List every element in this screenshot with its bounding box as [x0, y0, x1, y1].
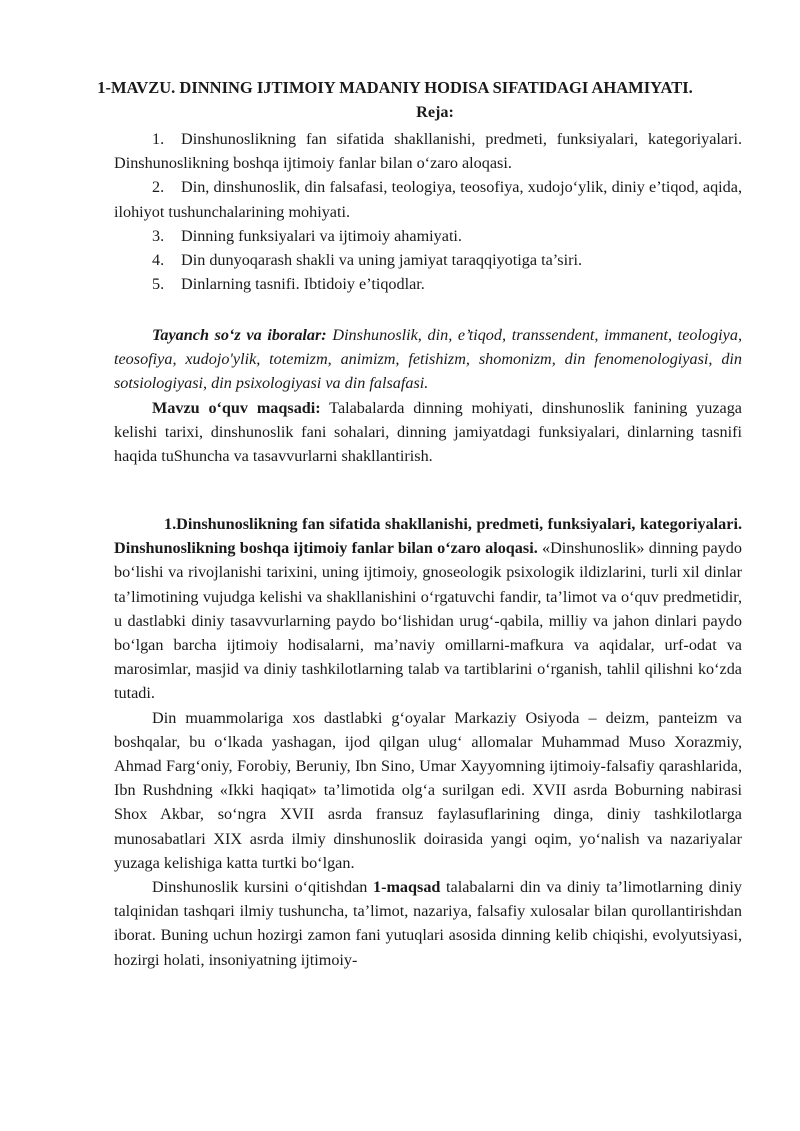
paragraph-2: Din muammolariga xos dastlabki g‘oyalar Markaziy Osiyoda – deizm, panteizm va boshqalar, bu o‘lkada yashagan, ijod qilgan ulug‘ allomalar Muhammad Muso Xorazmiy, Ahmad Farg‘oniy, Forobiy, Beruniy, Ibn Sino, Umar Xayyomning ijtimoiy-falsafiy qarashlarida, Ibn Rushdning «Ikki haqiqat» ta’limotida olg‘a surilgan edi. XVII asrda Boburning nabirasi Shox Akbar, so‘ngra XVII asrda fransuz faylasuflarining dinga, diniy tashkilotlarga munosabatlari XIX asrda ilmiy dinshunoslik doirasida yangi oqim, yo‘nalish va nazariyalar yuzaga kelishiga katta turtki bo‘lgan. — [114, 708, 742, 872]
plan-item-text: Din dunyoqarash shakli va uning jamiyat taraqqiyotiga ta’siri. — [181, 251, 583, 270]
plan-list — [114, 127, 742, 296]
plan-item — [114, 272, 742, 296]
plan-item-text: Dinshunoslikning fan sifatida shakllanishi, predmeti, funksiyalari, kategoriyalari. Dinshunoslikning boshqa ijtimoiy fanlar bilan o‘zaro aloqasi. — [114, 130, 742, 173]
section-1 — [114, 512, 742, 972]
plan-item — [114, 175, 742, 223]
goal-label: Mavzu o‘quv maqsadi: — [152, 398, 321, 417]
keywords-text: Dinshunoslik, din, e’tiqod, transsendent, immanent, teologiya, teosofiya, xudojo'ylik, totemizm, animizm, fetishizm, shomonizm, din fenomenologiyasi, din sotsiologiyasi, din psixologiyasi va din falsafasi. — [114, 326, 742, 393]
section-1-text: «Dinshunoslik» dinning paydo bo‘lishi va rivojlanishi tarixini, uning ijtimoiy, gnoseologik psixologik ildizlarini, turli xil dinlar ta’limotining vujudga kelishi va shakllanishini o‘rgatuvchi fandir, ta’limot va o‘quv predmetidir, u dastlabki diniy tasavvurlarning paydo bo‘lishidan urug‘-qabila, milliy va jahon dinlari paydo bo‘lgan barcha ijtimoiy hodisalarni, ma’naviy omillarni-mafkura va aqidalar, urf-odat va marosimlar, masjid va diniy tashkilotlarning talab va tartiblarini o‘rganish, tahlil qilishni ko‘zda tutadi. — [114, 539, 742, 703]
section-heading: 1.Dinshunoslikning fan sifatida shakllanishi, predmeti, funksiyalari, kategoriyalari. Dinshunoslikning boshqa ijtimoiy fanlar bilan o‘zaro aloqasi. — [114, 515, 742, 558]
goal-text: Talabalarda dinning mohiyati, dinshunoslik fanining yuzaga kelishi tarixi, dinshunoslik fani sohalari, dinning jamiyatdagi funksiyalari, dinlarning tasnifi haqida tuShuncha va tasavvurlarni shakllantirish. — [114, 398, 742, 466]
paragraph-3-after: talabalarni din va diniy ta’limotlarning diniy talqinidan tashqari ilmiy tushuncha, ta’limot, nazariya, falsafiy xulosalar bilan qurollantirishdan iborat. Buning uchun hozirgi zamon fani yutuqlari asosida dinning kelib chiqishi, evolyutsiyasi, hozirgi holati, insoniyatning ijtimoiy- — [114, 878, 742, 969]
plan-item-text: Dinning funksiyalari va ijtimoiy ahamiyati. — [181, 226, 462, 245]
plan-item-text: Dinlarning tasnifi. Ibtidoiy e’tiqodlar. — [181, 275, 425, 294]
plan-item-number: 5. — [152, 275, 165, 294]
paragraph-3-bold: 1-maqsad — [372, 878, 441, 897]
plan-item — [114, 224, 742, 248]
plan-item-number: 2. — [152, 178, 165, 197]
keywords-paragraph — [114, 323, 742, 396]
section-1-paragraph — [114, 512, 742, 706]
plan-item-number: 4. — [152, 251, 165, 270]
paragraph-3 — [114, 875, 742, 972]
plan-item-number: 1. — [152, 130, 165, 148]
plan-item-text: Din, dinshunoslik, din falsafasi, teologiya, teosofiya, xudojo‘ylik, diniy e’tiqod, aqida, ilohiyot tushunchalarining mohiyati. — [114, 178, 742, 221]
plan-heading: Reja: — [416, 103, 454, 121]
page-title: 1-MAVZU. DINNING IJTIMOIY MADANIY HODISA SIFATIDAGI AHAMIYATI. — [97, 78, 693, 97]
plan-item-number: 3. — [152, 226, 165, 245]
goal-paragraph — [114, 396, 742, 469]
plan-item — [114, 248, 742, 272]
paragraph-3-before: Dinshunoslik kursini o‘qitishdan — [152, 878, 373, 897]
plan-item — [114, 127, 742, 175]
keywords-label: Tayanch so‘z va iboralar: — [152, 326, 327, 344]
intro-block — [114, 323, 742, 468]
